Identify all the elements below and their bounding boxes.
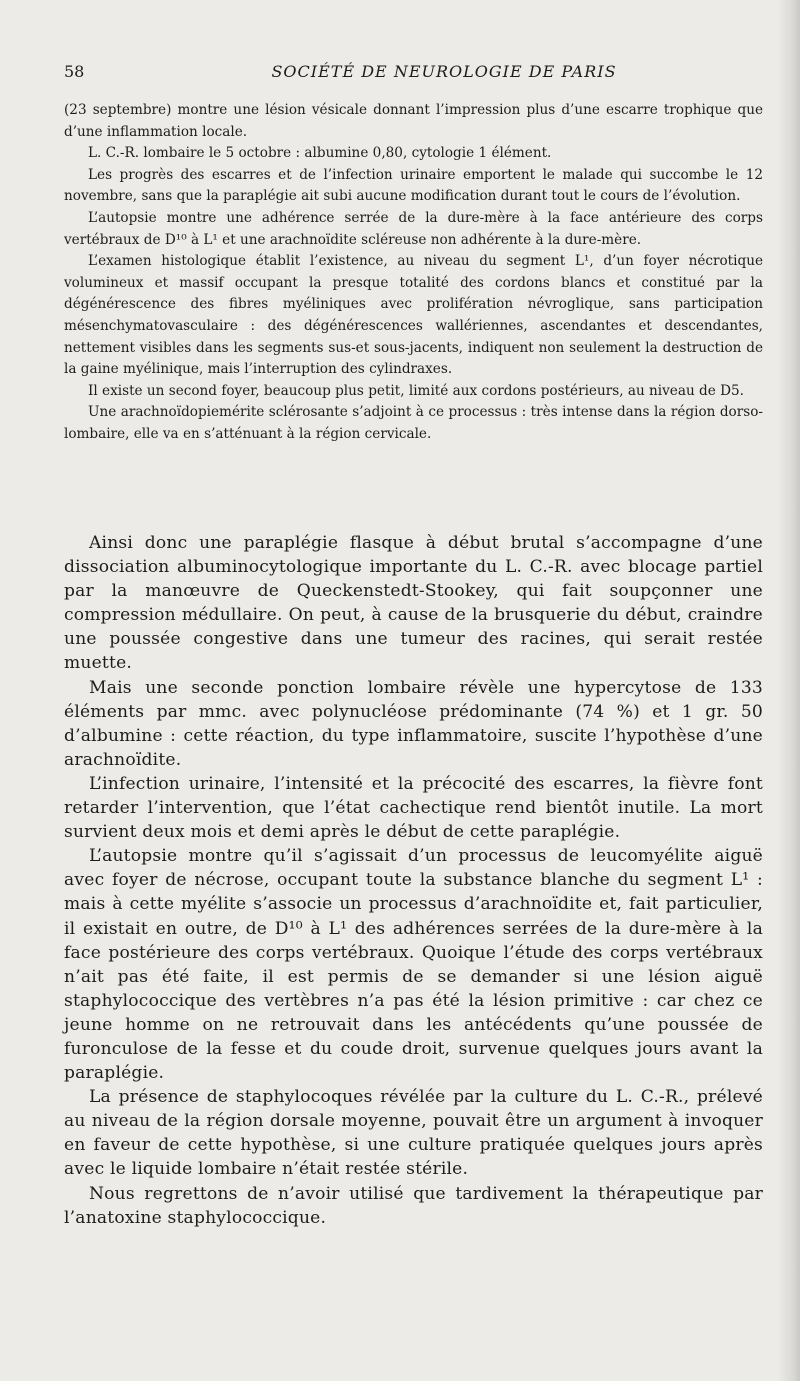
paragraph: L’examen histologique établit l’existence, au niveau du segment L¹, d’un foyer nécrotique volumineux et massif occupant la presque totalité des cordons blancs et constitué par la dégénérescence des fibres myéliniques avec prolifération névroglique, sans participation mésenchymatovasculaire : des dégénérescences wallériennes, ascendantes et descendantes, nettement visibles dans les segments sus-et sous-jacents, indiquent non seulement la destruction de la gaine myélinique, mais l’interruption des cylindraxes.: [64, 253, 763, 378]
page-header: [64, 62, 764, 86]
paragraph: Ainsi donc une paraplégie flasque à début brutal s’accompagne d’une dissociation albuminocytologique importante du L. C.-R. avec blocage partiel par la manœuvre de Queckenstedt-Stookey, qui fait soupçonner une compression médullaire. On peut, à cause de la brusquerie du début, craindre une poussée congestive dans une tumeur des racines, qui serait restée muette.: [64, 533, 763, 674]
paragraph: L’autopsie montre qu’il s’agissait d’un processus de leucomyélite aiguë avec foyer de nécrose, occupant toute la substance blanche du segment L¹ : mais à cette myélite s’associe un processus d’arachnoïdite et, fait particulier, il existait en outre, de D¹⁰ à L¹ des adhérences serrées de la dure-mère à la face postérieure des corps vertébraux. Quoique l’étude des corps vertébraux n’ait pas été faite, il est permis de se demander si une lésion aiguë staphylococcique des vertèbres n’a pas été la lésion primitive : car chez ce jeune homme on ne retrouvait dans les antécédents qu’une poussée de furonculose de la fesse et du coude droit, survenue quelques jours avant la paraplégie.: [64, 846, 763, 1084]
paragraph: L. C.-R. lombaire le 5 octobre : albumine 0,80, cytologie 1 élément.: [88, 145, 552, 162]
paragraph: L’autopsie montre une adhérence serrée de la dure-mère à la face antérieure des corps vertébraux de D¹⁰ à L¹ et une arachnoïdite scléreuse non adhérente à la dure-mère.: [64, 209, 763, 248]
paragraph: Les progrès des escarres et de l’infection urinaire emportent le malade qui succombe le 12 novembre, sans que la paraplégie ait subi aucune modification durant tout le cours de l’évolution.: [64, 166, 763, 205]
paragraph: La présence de staphylocoques révélée par la culture du L. C.-R., prélevé au niveau de la région dorsale moyenne, pouvait être un argument à invoquer en faveur de cette hypothèse, si une culture pratiquée quelques jours après avec le liquide lombaire n’était restée stérile.: [64, 1087, 763, 1180]
paragraph: Il existe un second foyer, beaucoup plus petit, limité aux cordons postérieurs, au niveau de D5.: [88, 382, 744, 399]
page-number: 58: [64, 62, 85, 81]
paragraph: (23 septembre) montre une lésion vésicale donnant l’impression plus d’une escarre trophique que d’une inflammation locale.: [64, 102, 763, 140]
paragraph: Nous regrettons de n’avoir utilisé que tardivement la thérapeutique par l’anatoxine staphylococcique.: [64, 1183, 763, 1228]
paragraph: Une arachnoïdopiemérite sclérosante s’adjoint à ce processus : très intense dans la région dorso-lombaire, elle va en s’atténuant à la région cervicale.: [64, 404, 763, 442]
discussion-block: [64, 531, 763, 1230]
paragraph: L’infection urinaire, l’intensité et la précocité des escarres, la fièvre font retarder l’intervention, que l’état cachectique rend bientôt inutile. La mort survient deux mois et demi après le début de cette paraplégie.: [64, 773, 763, 843]
page-edge-shadow: [778, 0, 800, 1381]
case-report-block: [64, 100, 763, 446]
running-title: SOCIÉTÉ DE NEUROLOGIE DE PARIS: [271, 62, 617, 81]
paragraph: Mais une seconde ponction lombaire révèle une hypercytose de 133 éléments par mmc. avec polynucléose prédominante (74 %) et 1 gr. 50 d’albumine : cette réaction, du type inflammatoire, suscite l’hypothèse d’une arachnoïdite.: [64, 677, 763, 770]
